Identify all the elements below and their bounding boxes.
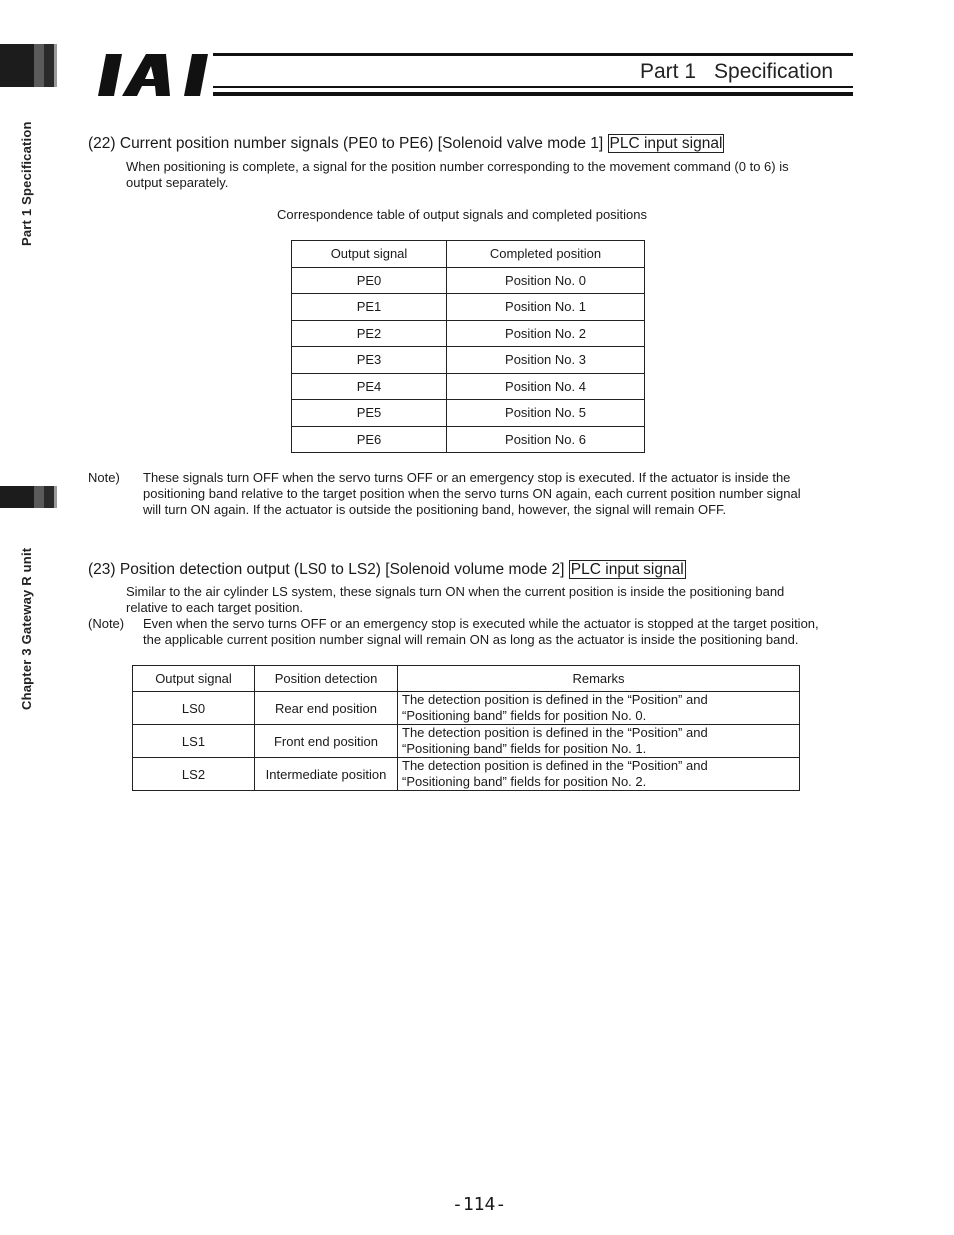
table-row [292,347,645,374]
table-cell: Position No. 3 [447,347,645,374]
table-cell: Position No. 5 [447,400,645,427]
table-cell: PE6 [292,426,447,453]
table-cell: PE5 [292,400,447,427]
header-rule-mid [213,86,853,88]
header-title [640,60,833,84]
table-cell: Position No. 4 [447,373,645,400]
section-23-title: (23) Position detection output (LS0 to LS2) [Solenoid volume mode 2] [88,561,565,578]
remark-line: The detection position is defined in the “Position” and [402,692,708,707]
section-23-description [126,584,784,616]
table-caption: Correspondence table of output signals and completed positions [277,207,648,222]
header-rule-bottom [213,92,853,96]
table-row [292,400,645,427]
table-row [292,320,645,347]
table-cell: PE3 [292,347,447,374]
remark-line: The detection position is defined in the “Position” and [402,758,708,773]
table-cell: Position No. 1 [447,294,645,321]
desc-line: When positioning is complete, a signal for the position number corresponding to the movement command (0 to 6) is [126,159,789,174]
remarks-cell [398,725,800,758]
note-line: These signals turn OFF when the servo turns OFF or an emergency stop is executed. If the actuator is inside the [143,470,791,485]
side-label-part1: Part 1 Specification [19,121,34,246]
table-cell: Front end position [255,725,398,758]
column-header: Position detection [255,666,398,692]
table-cell: Position No. 2 [447,320,645,347]
column-header: Completed position [447,241,645,268]
note-label: Note) [88,470,120,485]
table-row [292,373,645,400]
section-22-tag: PLC input signal [609,135,723,152]
pe-signal-table [291,240,645,453]
header-spec: Specification [714,60,834,83]
ls-signal-table [132,665,800,791]
table-row [292,426,645,453]
note-label: (Note) [88,616,125,631]
remark-line: “Positioning band” fields for position No. 0. [402,708,647,723]
column-header: Output signal [133,666,255,692]
note-line: positioning band relative to the target position when the servo turns ON again, each current position number signal [143,486,801,501]
table-cell: PE1 [292,294,447,321]
table-cell: LS1 [133,725,255,758]
table-cell: LS0 [133,692,255,725]
note-line: Even when the servo turns OFF or an emergency stop is executed while the actuator is stopped at the target position, [143,616,819,631]
section-22-note [143,470,801,518]
section-22-title: (22) Current position number signals (PE0 to PE6) [Solenoid valve mode 1] [88,135,604,152]
side-label-chapter3: Chapter 3 Gateway R unit [19,547,34,710]
table-row [292,267,645,294]
remark-line: “Positioning band” fields for position No. 1. [402,741,647,756]
column-header: Output signal [292,241,447,268]
table-cell: Rear end position [255,692,398,725]
table-cell: PE4 [292,373,447,400]
page-number: -114- [452,1194,507,1215]
note-line: the applicable current position number signal will remain ON as long as the actuator is inside the positioning band. [143,632,799,647]
desc-line: relative to each target position. [126,600,304,615]
desc-line: Similar to the air cylinder LS system, these signals turn ON when the current position is inside the positioning band [126,584,785,599]
desc-line: output separately. [126,175,229,190]
table-row [133,692,800,725]
column-header: Remarks [398,666,800,692]
table-cell: PE0 [292,267,447,294]
note-line: will turn ON again. If the actuator is outside the positioning band, however, the signal will remain OFF. [143,502,727,517]
table-cell: PE2 [292,320,447,347]
table-cell: Intermediate position [255,758,398,791]
table-row [292,294,645,321]
iai-logo [96,52,216,98]
remark-line: The detection position is defined in the “Position” and [402,725,708,740]
header-part: Part 1 [640,60,697,83]
section-23-tag: PLC input signal [570,561,684,578]
section-22-heading [88,135,724,153]
remarks-cell [398,692,800,725]
table-header-row [133,666,800,692]
header-rule-top [213,53,853,56]
remark-line: “Positioning band” fields for position No. 2. [402,774,647,789]
table-header-row [292,241,645,268]
table-cell: Position No. 6 [447,426,645,453]
section-22-description [126,159,789,191]
section-23-heading [88,561,686,579]
remarks-cell [398,758,800,791]
section-23-note [143,616,819,648]
table-cell: LS2 [133,758,255,791]
table-row [133,725,800,758]
table-cell: Position No. 0 [447,267,645,294]
table-row [133,758,800,791]
